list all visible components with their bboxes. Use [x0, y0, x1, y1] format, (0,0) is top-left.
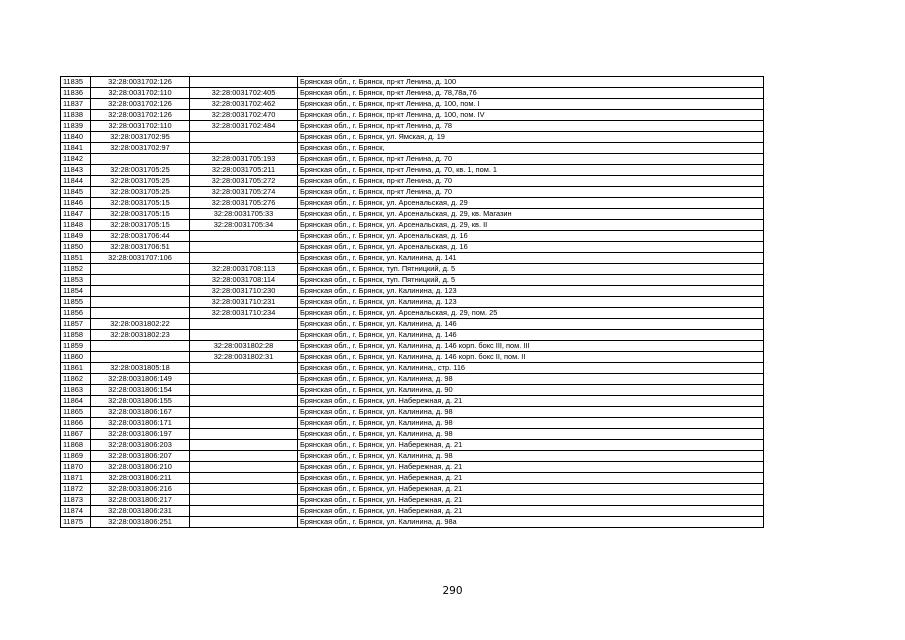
address-cell: Брянская обл., г. Брянск, пр-кт Ленина, д. 70 — [298, 187, 764, 198]
table-row — [61, 132, 764, 143]
table-row — [61, 451, 764, 462]
object-cadastral-cell — [190, 385, 298, 396]
row-number-cell: 11869 — [61, 451, 91, 462]
address-cell: Брянская обл., г. Брянск, ул. Калинина, д. 98 — [298, 374, 764, 385]
land-cadastral-cell: 32:28:0031806:231 — [91, 506, 190, 517]
land-cadastral-cell: 32:28:0031806:154 — [91, 385, 190, 396]
land-cadastral-cell: 32:28:0031806:167 — [91, 407, 190, 418]
table-row — [61, 517, 764, 528]
table-row — [61, 352, 764, 363]
object-cadastral-cell — [190, 231, 298, 242]
address-cell: Брянская обл., г. Брянск, пр-кт Ленина, д. 78,78а,76 — [298, 88, 764, 99]
object-cadastral-cell — [190, 517, 298, 528]
address-cell: Брянская обл., г. Брянск, ул. Калинина, д. 98 — [298, 407, 764, 418]
address-cell: Брянская обл., г. Брянск, пр-кт Ленина, д. 100, пом. I — [298, 99, 764, 110]
row-number-cell: 11854 — [61, 286, 91, 297]
row-number-cell: 11843 — [61, 165, 91, 176]
address-cell: Брянская обл., г. Брянск, ул. Калинина, д. 98а — [298, 517, 764, 528]
address-cell: Брянская обл., г. Брянск, туп. Пятницкий, д. 5 — [298, 264, 764, 275]
object-cadastral-cell — [190, 440, 298, 451]
address-cell: Брянская обл., г. Брянск, ул. Арсенальская, д. 29, пом. 25 — [298, 308, 764, 319]
row-number-cell: 11862 — [61, 374, 91, 385]
object-cadastral-cell: 32:28:0031802:31 — [190, 352, 298, 363]
object-cadastral-cell: 32:28:0031702:405 — [190, 88, 298, 99]
address-cell: Брянская обл., г. Брянск, ул. Арсенальская, д. 29, кв. Магазин — [298, 209, 764, 220]
table-row — [61, 77, 764, 88]
address-cell: Брянская обл., г. Брянск, ул. Калинина, д. 146 — [298, 330, 764, 341]
row-number-cell: 11861 — [61, 363, 91, 374]
row-number-cell: 11850 — [61, 242, 91, 253]
table-row — [61, 407, 764, 418]
row-number-cell: 11867 — [61, 429, 91, 440]
land-cadastral-cell: 32:28:0031802:22 — [91, 319, 190, 330]
address-cell: Брянская обл., г. Брянск, ул. Калинина, д. 98 — [298, 451, 764, 462]
address-cell: Брянская обл., г. Брянск, ул. Калинина, д. 146 корп. бокс II, пом. II — [298, 352, 764, 363]
object-cadastral-cell: 32:28:0031702:462 — [190, 99, 298, 110]
land-cadastral-cell: 32:28:0031702:110 — [91, 88, 190, 99]
land-cadastral-cell: 32:28:0031705:15 — [91, 220, 190, 231]
table-row — [61, 88, 764, 99]
address-cell: Брянская обл., г. Брянск, пр-кт Ленина, д. 70 — [298, 154, 764, 165]
land-cadastral-cell: 32:28:0031702:126 — [91, 77, 190, 88]
object-cadastral-cell — [190, 330, 298, 341]
table-row — [61, 341, 764, 352]
land-cadastral-cell: 32:28:0031805:18 — [91, 363, 190, 374]
row-number-cell: 11858 — [61, 330, 91, 341]
object-cadastral-cell — [190, 462, 298, 473]
table-row — [61, 385, 764, 396]
table-row — [61, 429, 764, 440]
object-cadastral-cell: 32:28:0031705:211 — [190, 165, 298, 176]
table-row — [61, 319, 764, 330]
address-cell: Брянская обл., г. Брянск, пр-кт Ленина, д. 70, кв. 1, пом. 1 — [298, 165, 764, 176]
land-cadastral-cell: 32:28:0031806:217 — [91, 495, 190, 506]
land-cadastral-cell: 32:28:0031806:155 — [91, 396, 190, 407]
object-cadastral-cell: 32:28:0031802:28 — [190, 341, 298, 352]
row-number-cell: 11866 — [61, 418, 91, 429]
land-cadastral-cell: 32:28:0031802:23 — [91, 330, 190, 341]
row-number-cell: 11855 — [61, 297, 91, 308]
row-number-cell: 11857 — [61, 319, 91, 330]
address-cell: Брянская обл., г. Брянск, ул. Набережная, д. 21 — [298, 495, 764, 506]
table-row — [61, 209, 764, 220]
table-row — [61, 187, 764, 198]
address-cell: Брянская обл., г. Брянск, ул. Набережная, д. 21 — [298, 462, 764, 473]
object-cadastral-cell: 32:28:0031710:234 — [190, 308, 298, 319]
object-cadastral-cell — [190, 495, 298, 506]
row-number-cell: 11838 — [61, 110, 91, 121]
object-cadastral-cell — [190, 473, 298, 484]
row-number-cell: 11856 — [61, 308, 91, 319]
land-cadastral-cell: 32:28:0031706:44 — [91, 231, 190, 242]
address-cell: Брянская обл., г. Брянск, пр-кт Ленина, д. 70 — [298, 176, 764, 187]
table-row — [61, 165, 764, 176]
table-body — [61, 77, 764, 528]
object-cadastral-cell: 32:28:0031705:274 — [190, 187, 298, 198]
object-cadastral-cell: 32:28:0031710:231 — [190, 297, 298, 308]
row-number-cell: 11851 — [61, 253, 91, 264]
address-cell: Брянская обл., г. Брянск, ул. Набережная, д. 21 — [298, 506, 764, 517]
address-cell: Брянская обл., г. Брянск, пр-кт Ленина, д. 100, пом. IV — [298, 110, 764, 121]
object-cadastral-cell: 32:28:0031705:33 — [190, 209, 298, 220]
row-number-cell: 11848 — [61, 220, 91, 231]
row-number-cell: 11849 — [61, 231, 91, 242]
row-number-cell: 11853 — [61, 275, 91, 286]
address-cell: Брянская обл., г. Брянск, ул. Ямская, д. 19 — [298, 132, 764, 143]
table-row — [61, 286, 764, 297]
table-row — [61, 440, 764, 451]
table-row — [61, 264, 764, 275]
address-cell: Брянская обл., г. Брянск, ул. Калинина, д. 98 — [298, 429, 764, 440]
land-cadastral-cell: 32:28:0031806:197 — [91, 429, 190, 440]
address-cell: Брянская обл., г. Брянск, ул. Калинина, д. 141 — [298, 253, 764, 264]
row-number-cell: 11845 — [61, 187, 91, 198]
row-number-cell: 11839 — [61, 121, 91, 132]
object-cadastral-cell: 32:28:0031708:114 — [190, 275, 298, 286]
land-cadastral-cell: 32:28:0031702:97 — [91, 143, 190, 154]
registry-table — [60, 76, 764, 528]
table-row — [61, 253, 764, 264]
row-number-cell: 11868 — [61, 440, 91, 451]
address-cell: Брянская обл., г. Брянск, ул. Калинина, д. 123 — [298, 297, 764, 308]
address-cell: Брянская обл., г. Брянск, пр-кт Ленина, д. 100 — [298, 77, 764, 88]
address-cell: Брянская обл., г. Брянск, пр-кт Ленина, д. 78 — [298, 121, 764, 132]
row-number-cell: 11859 — [61, 341, 91, 352]
object-cadastral-cell — [190, 374, 298, 385]
address-cell: Брянская обл., г. Брянск, туп. Пятницкий, д. 5 — [298, 275, 764, 286]
address-cell: Брянская обл., г. Брянск, ул. Арсенальская, д. 16 — [298, 231, 764, 242]
row-number-cell: 11835 — [61, 77, 91, 88]
table-row — [61, 110, 764, 121]
row-number-cell: 11841 — [61, 143, 91, 154]
land-cadastral-cell: 32:28:0031702:95 — [91, 132, 190, 143]
address-cell: Брянская обл., г. Брянск, ул. Набережная, д. 21 — [298, 473, 764, 484]
address-cell: Брянская обл., г. Брянск, — [298, 143, 764, 154]
object-cadastral-cell — [190, 429, 298, 440]
object-cadastral-cell — [190, 77, 298, 88]
object-cadastral-cell — [190, 363, 298, 374]
object-cadastral-cell: 32:28:0031710:230 — [190, 286, 298, 297]
object-cadastral-cell — [190, 418, 298, 429]
land-cadastral-cell: 32:28:0031806:203 — [91, 440, 190, 451]
object-cadastral-cell — [190, 407, 298, 418]
land-cadastral-cell — [91, 308, 190, 319]
row-number-cell: 11875 — [61, 517, 91, 528]
object-cadastral-cell: 32:28:0031702:484 — [190, 121, 298, 132]
object-cadastral-cell — [190, 506, 298, 517]
row-number-cell: 11872 — [61, 484, 91, 495]
land-cadastral-cell: 32:28:0031806:171 — [91, 418, 190, 429]
row-number-cell: 11863 — [61, 385, 91, 396]
object-cadastral-cell — [190, 253, 298, 264]
table-row — [61, 198, 764, 209]
land-cadastral-cell — [91, 154, 190, 165]
land-cadastral-cell: 32:28:0031707:106 — [91, 253, 190, 264]
table-row — [61, 418, 764, 429]
address-cell: Брянская обл., г. Брянск, ул. Арсенальская, д. 29 — [298, 198, 764, 209]
address-cell: Брянская обл., г. Брянск, ул. Набережная, д. 21 — [298, 440, 764, 451]
row-number-cell: 11871 — [61, 473, 91, 484]
land-cadastral-cell — [91, 275, 190, 286]
object-cadastral-cell — [190, 319, 298, 330]
address-cell: Брянская обл., г. Брянск, ул. Набережная, д. 21 — [298, 484, 764, 495]
object-cadastral-cell — [190, 143, 298, 154]
table-row — [61, 506, 764, 517]
object-cadastral-cell — [190, 242, 298, 253]
land-cadastral-cell: 32:28:0031806:216 — [91, 484, 190, 495]
land-cadastral-cell: 32:28:0031702:126 — [91, 110, 190, 121]
row-number-cell: 11846 — [61, 198, 91, 209]
land-cadastral-cell — [91, 352, 190, 363]
table-row — [61, 231, 764, 242]
address-cell: Брянская обл., г. Брянск, ул. Арсенальская, д. 29, кв. II — [298, 220, 764, 231]
land-cadastral-cell — [91, 297, 190, 308]
row-number-cell: 11873 — [61, 495, 91, 506]
land-cadastral-cell: 32:28:0031705:15 — [91, 198, 190, 209]
row-number-cell: 11852 — [61, 264, 91, 275]
object-cadastral-cell — [190, 396, 298, 407]
object-cadastral-cell: 32:28:0031708:113 — [190, 264, 298, 275]
address-cell: Брянская обл., г. Брянск, ул. Арсенальская, д. 16 — [298, 242, 764, 253]
address-cell: Брянская обл., г. Брянск, ул. Набережная, д. 21 — [298, 396, 764, 407]
land-cadastral-cell: 32:28:0031705:25 — [91, 176, 190, 187]
table-row — [61, 242, 764, 253]
table-row — [61, 99, 764, 110]
object-cadastral-cell: 32:28:0031705:193 — [190, 154, 298, 165]
object-cadastral-cell: 32:28:0031705:34 — [190, 220, 298, 231]
table-row — [61, 495, 764, 506]
row-number-cell: 11844 — [61, 176, 91, 187]
table-row — [61, 143, 764, 154]
address-cell: Брянская обл., г. Брянск, ул. Калинина, д. 146 — [298, 319, 764, 330]
land-cadastral-cell: 32:28:0031705:25 — [91, 187, 190, 198]
address-cell: Брянская обл., г. Брянск, ул. Калинина, д. 98 — [298, 418, 764, 429]
row-number-cell: 11842 — [61, 154, 91, 165]
object-cadastral-cell — [190, 451, 298, 462]
table-row — [61, 121, 764, 132]
land-cadastral-cell: 32:28:0031705:15 — [91, 209, 190, 220]
land-cadastral-cell — [91, 341, 190, 352]
row-number-cell: 11837 — [61, 99, 91, 110]
address-cell: Брянская обл., г. Брянск, ул. Калинина, д. 123 — [298, 286, 764, 297]
row-number-cell: 11864 — [61, 396, 91, 407]
table-row — [61, 374, 764, 385]
land-cadastral-cell: 32:28:0031806:207 — [91, 451, 190, 462]
table-row — [61, 220, 764, 231]
object-cadastral-cell: 32:28:0031702:470 — [190, 110, 298, 121]
table-row — [61, 473, 764, 484]
row-number-cell: 11860 — [61, 352, 91, 363]
table-row — [61, 330, 764, 341]
land-cadastral-cell — [91, 264, 190, 275]
row-number-cell: 11836 — [61, 88, 91, 99]
land-cadastral-cell: 32:28:0031806:149 — [91, 374, 190, 385]
object-cadastral-cell: 32:28:0031705:272 — [190, 176, 298, 187]
object-cadastral-cell — [190, 132, 298, 143]
page-number: 290 — [442, 585, 463, 597]
address-cell: Брянская обл., г. Брянск, ул. Калинина,, стр. 116 — [298, 363, 764, 374]
table-row — [61, 396, 764, 407]
table-row — [61, 297, 764, 308]
land-cadastral-cell: 32:28:0031702:110 — [91, 121, 190, 132]
land-cadastral-cell: 32:28:0031806:251 — [91, 517, 190, 528]
row-number-cell: 11840 — [61, 132, 91, 143]
land-cadastral-cell: 32:28:0031806:210 — [91, 462, 190, 473]
land-cadastral-cell — [91, 286, 190, 297]
object-cadastral-cell: 32:28:0031705:276 — [190, 198, 298, 209]
address-cell: Брянская обл., г. Брянск, ул. Калинина, д. 146 корп. бокс III, пом. III — [298, 341, 764, 352]
table-row — [61, 484, 764, 495]
row-number-cell: 11870 — [61, 462, 91, 473]
table-row — [61, 176, 764, 187]
row-number-cell: 11847 — [61, 209, 91, 220]
land-cadastral-cell: 32:28:0031706:51 — [91, 242, 190, 253]
land-cadastral-cell: 32:28:0031705:25 — [91, 165, 190, 176]
table-row — [61, 275, 764, 286]
object-cadastral-cell — [190, 484, 298, 495]
row-number-cell: 11865 — [61, 407, 91, 418]
land-cadastral-cell: 32:28:0031702:126 — [91, 99, 190, 110]
table-row — [61, 154, 764, 165]
address-cell: Брянская обл., г. Брянск, ул. Калинина, д. 90 — [298, 385, 764, 396]
table-row — [61, 462, 764, 473]
table-row — [61, 363, 764, 374]
table-row — [61, 308, 764, 319]
land-cadastral-cell: 32:28:0031806:211 — [91, 473, 190, 484]
row-number-cell: 11874 — [61, 506, 91, 517]
